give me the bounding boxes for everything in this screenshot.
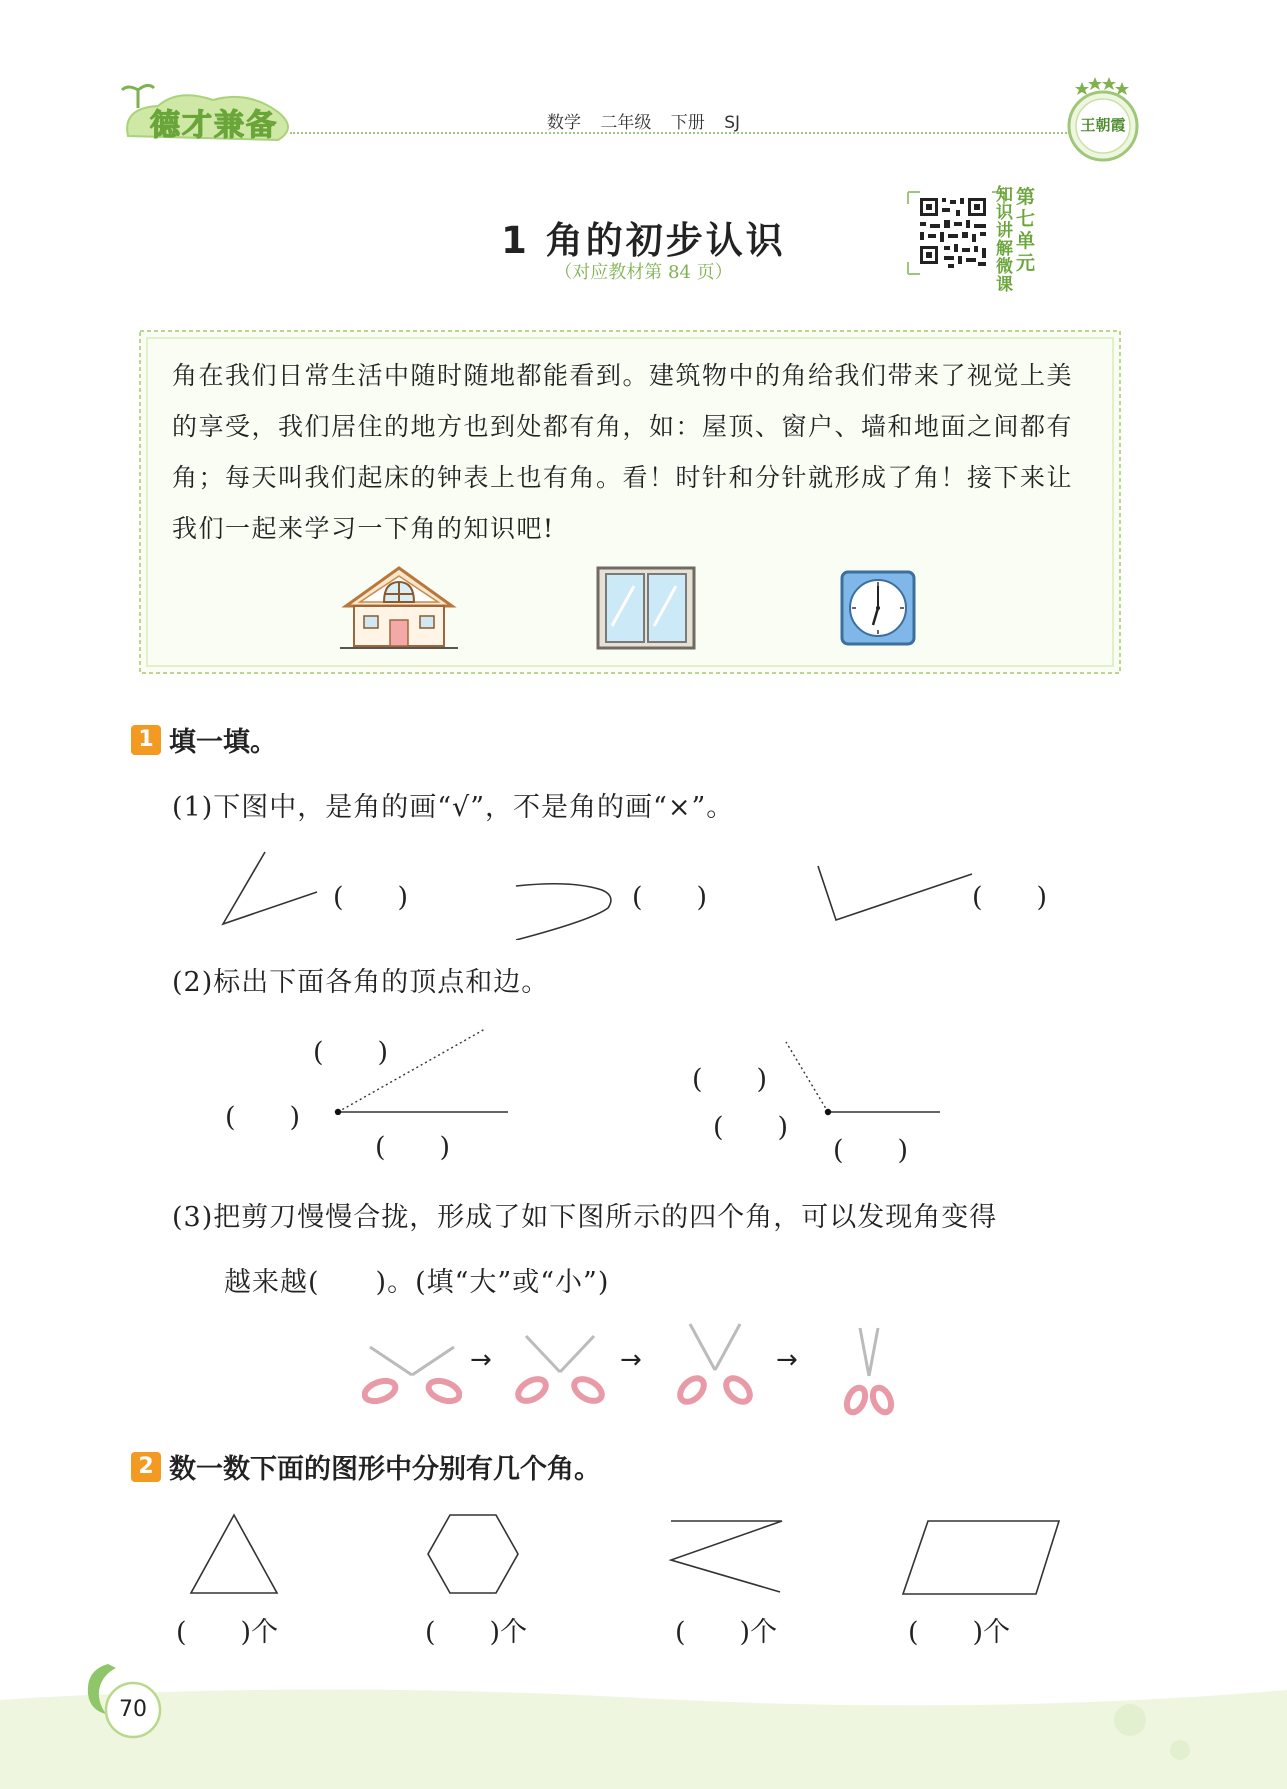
arrow-1: →	[470, 1345, 492, 1375]
blank-vertex-2[interactable]: ( )	[713, 1112, 789, 1143]
curve-figure	[512, 880, 617, 940]
q2-number-badge: 2	[131, 1452, 161, 1482]
answer-z-shape[interactable]: ( )个	[675, 1617, 778, 1648]
q1-number-badge: 1	[131, 725, 161, 755]
answer-parallelogram[interactable]: ( )个	[908, 1617, 1011, 1648]
blank-3[interactable]: ( )	[972, 882, 1048, 913]
angle-figure-2	[814, 862, 976, 924]
header-grade: 二年级	[600, 113, 652, 133]
q1-title: 填一填。	[169, 727, 277, 758]
vertex-angle-figure-2	[782, 1040, 942, 1120]
clock-icon	[840, 570, 916, 646]
q1-heading	[131, 720, 277, 759]
blank-vertex-1[interactable]: ( )	[225, 1102, 301, 1133]
window-icon	[596, 566, 696, 650]
arrow-3: →	[776, 1345, 798, 1375]
angle-figure-1	[215, 848, 320, 928]
qr-label-right: 第七单元	[1016, 186, 1036, 274]
blank-1[interactable]: ( )	[333, 882, 409, 913]
q1-part3-text-1: (3)把剪刀慢慢合拢，形成了如下图所示的四个角，可以发现角变得	[172, 1202, 998, 1233]
brand-text: 德才兼备	[150, 108, 278, 143]
scissors-icon-4	[836, 1326, 902, 1416]
answer-triangle[interactable]: ( )个	[176, 1617, 279, 1648]
header-subject: 数学	[546, 113, 581, 133]
qr-code-icon[interactable]	[906, 190, 1006, 276]
q1-part2-text: (2)标出下面各角的顶点和边。	[172, 967, 550, 998]
q1-part3-text-2: 越来越( )。(填“大”或“小”)	[224, 1267, 610, 1298]
blank-2[interactable]: ( )	[632, 882, 708, 913]
z-shape	[668, 1518, 784, 1596]
answer-hexagon[interactable]: ( )个	[425, 1617, 528, 1648]
blank-side-2a[interactable]: ( )	[692, 1064, 768, 1095]
q2-heading	[131, 1447, 601, 1486]
page-number: 70	[119, 1697, 147, 1722]
scissors-icon-3	[672, 1318, 758, 1408]
triangle-shape	[188, 1512, 280, 1596]
q2-title: 数一数下面的图形中分别有几个角。	[169, 1454, 601, 1485]
blank-side-2b[interactable]: ( )	[833, 1135, 909, 1166]
footer-decoration	[0, 1680, 1287, 1789]
intro-paragraph: 角在我们日常生活中随时随地都能看到。建筑物中的角给我们带来了视觉上美的享受，我们居住的地方也到处都有角，如：屋顶、窗户、墙和地面之间都有角；每天叫我们起床的钟表上也有角。看！时针和分针就形成了角！接下来让我们一起来学习一下角的知识吧!	[172, 361, 1074, 543]
q1-part1-text: (1)下图中，是角的画“√”，不是角的画“×”。	[172, 792, 735, 823]
blank-side-1b[interactable]: ( )	[375, 1132, 451, 1163]
page-subtitle: （对应教材第 84 页）	[554, 262, 733, 283]
seal-logo	[1062, 74, 1144, 166]
hexagon-shape	[425, 1512, 521, 1596]
seal-text: 王朝霞	[1080, 116, 1126, 134]
page-title: 1 角的初步认识	[501, 219, 786, 262]
qr-label-left: 知识讲解微课	[996, 185, 1013, 295]
arrow-2: →	[620, 1345, 642, 1375]
scissors-icon-2	[514, 1322, 606, 1407]
parallelogram-shape	[900, 1518, 1062, 1598]
header-term: 下册	[670, 113, 705, 133]
scissors-icon-1	[362, 1325, 462, 1407]
blank-side-1a[interactable]: ( )	[313, 1037, 389, 1068]
header-edition: SJ	[724, 113, 741, 133]
house-icon	[340, 562, 458, 652]
